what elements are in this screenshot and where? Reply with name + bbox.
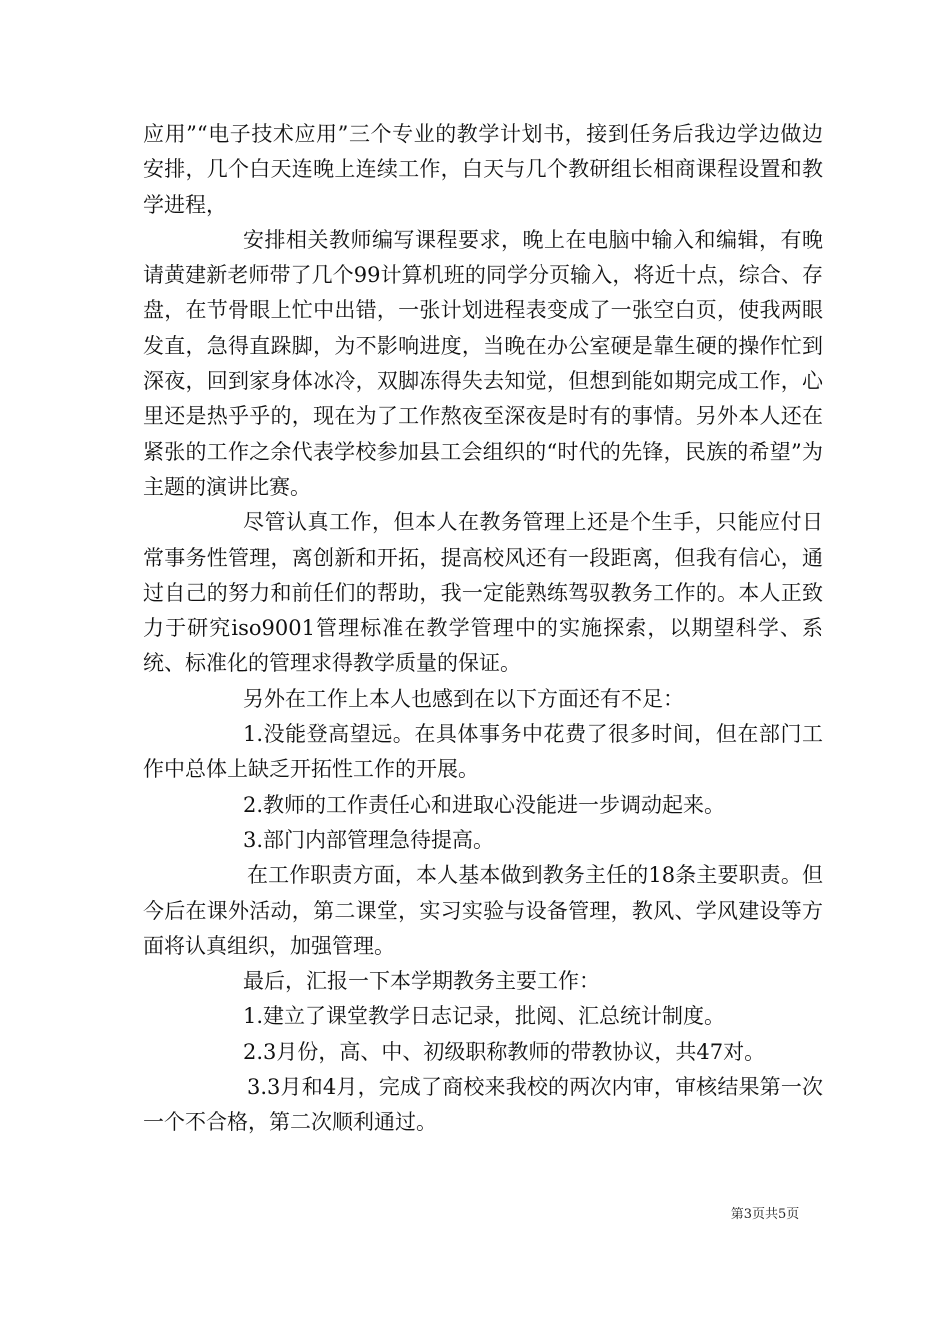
paragraph-report-intro: 最后，汇报一下本学期教务主要工作： bbox=[243, 969, 600, 994]
list-item-work-1: 1.建立了课堂教学日志记录，批阅、汇总统计制度。 bbox=[243, 1004, 726, 1029]
paragraph-curriculum-plan: 应用”“电子技术应用”三个专业的教学计划书，接到任务后我边学边做边安排，几个白天连晚上连续工作，白天与几个教研组长相商课程设置和教学进程， bbox=[143, 122, 823, 217]
page-number: 第3页共5页 bbox=[730, 1207, 800, 1222]
list-item-work-2: 2.3月份，高、中、初级职称教师的带教协议，共47对。 bbox=[243, 1039, 766, 1064]
paragraph-duties: 在工作职责方面，本人基本做到教务主任的18条主要职责。但今后在课外活动，第二课堂，实习实验与设备管理，教风、学风建设等方面将认真组织，加强管理。 bbox=[143, 863, 823, 958]
paragraph-self-assessment: 尽管认真工作，但本人在教务管理上还是个生手，只能应付日常事务性管理，离创新和开拓，提高校风还有一段距离，但我有信心，通过自己的努力和前任们的帮助，我一定能熟练驾驭教务工作的。本人正致力于研究iso9001管理标准在教学管理中的实施探索，以期望科学、系统、标准化的管理求得教学质量的保证。 bbox=[143, 510, 823, 676]
list-item-shortcoming-1: 1.没能登高望远。在具体事务中花费了很多时间，但在部门工作中总体上缺乏开拓性工作的开展。 bbox=[143, 722, 823, 782]
paragraph-late-night-work: 安排相关教师编写课程要求，晚上在电脑中输入和编辑，有晚请黄建新老师带了几个99计算机班的同学分页输入，将近十点，综合、存盘，在节骨眼上忙中出错，一张计划进程表变成了一张空白页，使我两眼发直，急得直跺脚，为不影响进度，当晚在办公室硬是靠生硬的操作忙到深夜，回到家身体冰冷，双脚冻得失去知觉，但想到能如期完成工作，心里还是热乎乎的，现在为了工作熬夜至深夜是时有的事情。另外本人还在紧张的工作之余代表学校参加县工会组织的“时代的先锋，民族的希望”为主题的演讲比赛。 bbox=[143, 227, 823, 499]
paragraph-shortcomings-intro: 另外在工作上本人也感到在以下方面还有不足： bbox=[243, 686, 684, 711]
list-item-shortcoming-3: 3.部门内部管理急待提高。 bbox=[243, 827, 495, 852]
list-item-shortcoming-2: 2.教师的工作责任心和进取心没能进一步调动起来。 bbox=[243, 792, 726, 817]
document-body bbox=[143, 117, 823, 1141]
list-item-work-3: 3.3月和4月，完成了商校来我校的两次内审，审核结果第一次一个不合格，第二次顺利通过。 bbox=[143, 1075, 823, 1135]
